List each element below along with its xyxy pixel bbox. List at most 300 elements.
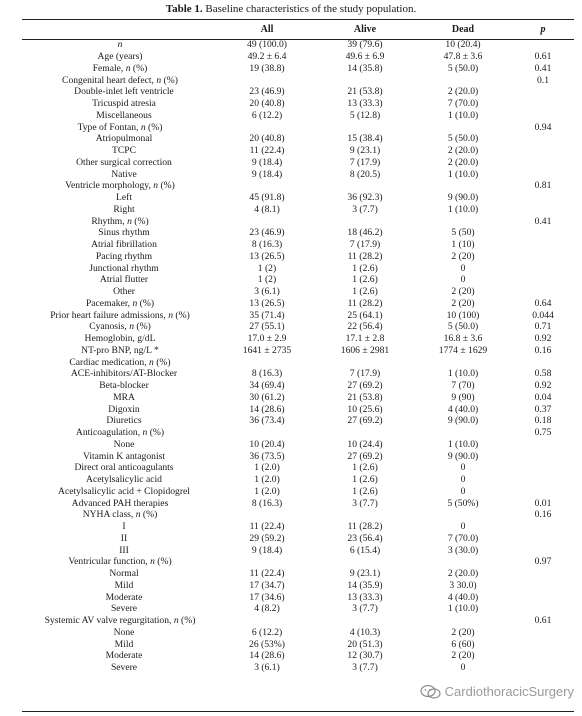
- row-label: Miscellaneous: [96, 109, 152, 121]
- row-label: Rhythm, n (%): [91, 215, 149, 227]
- cell-p-value: 0.01: [534, 497, 552, 509]
- cell-p-value: [512, 86, 574, 98]
- cell-all: 49.2 ± 6.4: [247, 51, 287, 63]
- cell-all: 26 (53%): [249, 638, 285, 650]
- cell-all: 1 (2): [257, 262, 277, 274]
- cell-p-value: 0.81: [534, 180, 552, 192]
- cell-p-value: 0.41: [534, 215, 552, 227]
- table-row: [22, 110, 574, 122]
- cell-alive: 17.1 ± 2.8: [345, 333, 385, 345]
- row-label: Left: [116, 192, 132, 204]
- cell-dead: 16.8 ± 3.6: [443, 333, 483, 345]
- cell-all: [218, 356, 316, 368]
- cell-alive: 1 (2.6): [352, 462, 378, 474]
- cell-p-value: [512, 98, 574, 110]
- cell-dead: 5 (50.0): [447, 62, 479, 74]
- cell-p-value: 0.58: [534, 368, 552, 380]
- cell-all: 1 (2): [257, 274, 277, 286]
- table-header-row: [22, 20, 574, 39]
- cell-alive: 1 (2.6): [352, 274, 378, 286]
- cell-dead: [414, 615, 512, 627]
- cell-all: [218, 215, 316, 227]
- table-row: [22, 63, 574, 75]
- cell-dead: 0: [460, 662, 466, 674]
- cell-alive: 1 (2.6): [352, 474, 378, 486]
- cell-all: 49 (100.0): [247, 39, 287, 51]
- cell-alive: 10 (24.4): [347, 438, 383, 450]
- row-label: Tricuspid atresia: [92, 98, 156, 110]
- table-row: [22, 168, 574, 180]
- table-row: [22, 427, 574, 439]
- table-row: [22, 180, 574, 192]
- cell-p-value: 0.16: [534, 509, 552, 521]
- cell-all: 6 (12.2): [251, 626, 283, 638]
- table-row: [22, 262, 574, 274]
- cell-p-value: 0.61: [534, 51, 552, 63]
- cell-p-value: [512, 286, 574, 298]
- cell-p-value: [512, 544, 574, 556]
- cell-p-value: [512, 638, 574, 650]
- table-row: [22, 533, 574, 545]
- cell-dead: 2 (20.0): [447, 156, 479, 168]
- row-label: Right: [113, 203, 135, 215]
- cell-dead: 1 (10.0): [447, 109, 479, 121]
- cell-all: 23 (46.9): [249, 86, 285, 98]
- row-label: Congenital heart defect, n (%): [62, 74, 178, 86]
- cell-all: 36 (73.4): [249, 415, 285, 427]
- cell-dead: 10 (100): [446, 309, 480, 321]
- cell-dead: 1 (10.0): [447, 368, 479, 380]
- table-caption: [0, 3, 582, 15]
- cell-all: 11 (22.4): [249, 145, 285, 157]
- cell-p-value: [512, 356, 574, 368]
- cell-dead: [414, 427, 512, 439]
- row-label: MRA: [113, 391, 135, 403]
- cell-all: 11 (22.4): [249, 521, 285, 533]
- table-row: [22, 274, 574, 286]
- row-label: I: [122, 521, 126, 533]
- cell-p-value: 0.04: [534, 391, 552, 403]
- cell-p-value: [512, 133, 574, 145]
- table-row: [22, 192, 574, 204]
- cell-p-value: 0.71: [534, 321, 552, 333]
- row-label: Vitamin K antagonist: [82, 450, 166, 462]
- row-label: Moderate: [105, 591, 143, 603]
- cell-alive: [316, 556, 414, 568]
- table-row: [22, 204, 574, 216]
- cell-dead: [414, 121, 512, 133]
- cell-p-value: [512, 591, 574, 603]
- table-row: [22, 497, 574, 509]
- table-row: [22, 39, 574, 51]
- cell-alive: 21 (53.8): [347, 86, 383, 98]
- row-label: Other: [113, 286, 135, 298]
- cell-dead: 1 (10): [451, 239, 475, 251]
- row-label: Advanced PAH therapies: [71, 497, 169, 509]
- cell-alive: [316, 215, 414, 227]
- cell-all: 9 (18.4): [251, 156, 283, 168]
- cell-alive: [316, 615, 414, 627]
- cell-p-value: 0.75: [534, 427, 552, 439]
- cell-dead: 9 (90.0): [447, 192, 479, 204]
- cell-all: 29 (59.2): [249, 532, 285, 544]
- row-label: Severe: [110, 662, 138, 674]
- cell-dead: 0: [460, 462, 466, 474]
- cell-all: 9 (18.4): [251, 168, 283, 180]
- cell-all: [218, 509, 316, 521]
- cell-p-value: [512, 168, 574, 180]
- cell-all: 10 (20.4): [249, 438, 285, 450]
- row-label: II: [120, 532, 128, 544]
- cell-p-value: 0.94: [534, 121, 552, 133]
- cell-p-value: [512, 239, 574, 251]
- cell-all: 17 (34.6): [249, 591, 285, 603]
- cell-all: 8 (16.3): [251, 368, 283, 380]
- table-row: [22, 603, 574, 615]
- cell-all: [218, 615, 316, 627]
- table-row: [22, 227, 574, 239]
- cell-p-value: [512, 192, 574, 204]
- cell-dead: [414, 180, 512, 192]
- table-row: [22, 157, 574, 169]
- row-label: Beta-blocker: [99, 380, 149, 392]
- table-row: [22, 333, 574, 345]
- cell-all: [218, 427, 316, 439]
- cell-all: 36 (73.5): [249, 450, 285, 462]
- row-label: Other surgical correction: [76, 156, 172, 168]
- cell-p-value: [512, 262, 574, 274]
- row-label: NT-pro BNP, ng/L *: [81, 344, 159, 356]
- cell-all: [218, 180, 316, 192]
- row-label: n: [117, 39, 123, 51]
- table-row: [22, 215, 574, 227]
- cell-dead: 0: [460, 262, 466, 274]
- table-row: [22, 345, 574, 357]
- table-caption-label: Table 1.: [165, 3, 203, 15]
- header-all: All: [260, 24, 274, 35]
- cell-p-value: [512, 39, 574, 51]
- table-caption-text: Baseline characteristics of the study population.: [202, 3, 417, 15]
- cell-alive: 27 (69.2): [347, 380, 383, 392]
- cell-alive: 9 (23.1): [349, 145, 381, 157]
- cell-alive: 21 (53.8): [347, 391, 383, 403]
- cell-alive: 3 (7.7): [352, 662, 378, 674]
- cell-alive: 36 (92.3): [347, 192, 383, 204]
- watermark-text: CardiothoracicSurgery: [444, 684, 574, 699]
- cell-alive: 3 (7.7): [352, 603, 378, 615]
- cell-p-value: 0.37: [534, 403, 552, 415]
- cell-alive: 14 (35.8): [347, 62, 383, 74]
- cell-all: 14 (28.6): [249, 650, 285, 662]
- cell-alive: 13 (33.3): [347, 98, 383, 110]
- table-row: [22, 638, 574, 650]
- table-row: [22, 580, 574, 592]
- cell-alive: [316, 356, 414, 368]
- row-label: NYHA class, n (%): [82, 509, 158, 521]
- table-row: [22, 650, 574, 662]
- cell-dead: 2 (20.0): [447, 568, 479, 580]
- cell-all: 20 (40.8): [249, 133, 285, 145]
- cell-all: 9 (18.4): [251, 544, 283, 556]
- cell-all: 8 (16.3): [251, 497, 283, 509]
- cell-alive: 7 (17.9): [349, 239, 381, 251]
- cell-all: 17 (34.7): [249, 579, 285, 591]
- wechat-logo-icon: [420, 685, 442, 699]
- cell-alive: 25 (64.1): [347, 309, 383, 321]
- row-label: Acetylsalicylic acid + Clopidogrel: [58, 485, 190, 497]
- table-row: [22, 74, 574, 86]
- table-row: [22, 356, 574, 368]
- cell-p-value: [512, 450, 574, 462]
- row-label: Native: [111, 168, 137, 180]
- cell-p-value: [512, 157, 574, 169]
- cell-dead: 1774 ± 1629: [438, 344, 488, 356]
- row-label: Cyanosis, n (%): [89, 321, 151, 333]
- row-label: Moderate: [105, 650, 143, 662]
- cell-dead: 4 (40.0): [447, 591, 479, 603]
- cell-alive: [316, 121, 414, 133]
- row-label: Direct oral anticoagulants: [74, 462, 174, 474]
- cell-dead: 0: [460, 474, 466, 486]
- cell-all: 17.0 ± 2.9: [247, 333, 287, 345]
- cell-alive: [316, 509, 414, 521]
- watermark: [420, 684, 574, 699]
- cell-all: 1 (2.0): [254, 474, 280, 486]
- cell-dead: [414, 215, 512, 227]
- cell-alive: 6 (15.4): [349, 544, 381, 556]
- cell-dead: 2 (20): [451, 250, 475, 262]
- row-label: Cardiac medication, n (%): [69, 356, 171, 368]
- cell-p-value: [512, 251, 574, 263]
- table-row: [22, 286, 574, 298]
- cell-p-value: [512, 227, 574, 239]
- table-row: [22, 380, 574, 392]
- table-row: [22, 627, 574, 639]
- cell-p-value: [512, 580, 574, 592]
- cell-dead: [414, 74, 512, 86]
- cell-alive: 3 (7.7): [352, 497, 378, 509]
- cell-p-value: [512, 603, 574, 615]
- cell-alive: 12 (30.7): [347, 650, 383, 662]
- table-row: [22, 450, 574, 462]
- cell-dead: 1 (10.0): [447, 168, 479, 180]
- cell-all: 45 (91.8): [249, 192, 285, 204]
- cell-all: 1 (2.0): [254, 485, 280, 497]
- cell-dead: 3 30.0): [449, 579, 477, 591]
- cell-p-value: 0.92: [534, 333, 552, 345]
- cell-alive: 23 (56.4): [347, 532, 383, 544]
- cell-alive: 27 (69.2): [347, 415, 383, 427]
- cell-p-value: 0.044: [532, 309, 554, 321]
- table-row: [22, 145, 574, 157]
- table-row: [22, 509, 574, 521]
- row-label: Type of Fontan, n (%): [77, 121, 163, 133]
- cell-alive: 1 (2.6): [352, 262, 378, 274]
- cell-alive: [316, 180, 414, 192]
- cell-alive: 20 (51.3): [347, 638, 383, 650]
- table-row: [22, 51, 574, 63]
- cell-alive: 7 (17.9): [349, 368, 381, 380]
- cell-all: 23 (46.9): [249, 227, 285, 239]
- cell-all: 3 (6.1): [254, 286, 280, 298]
- row-label: ACE-inhibitors/AT-Blocker: [70, 368, 178, 380]
- table-row: [22, 556, 574, 568]
- cell-alive: 49.6 ± 6.9: [345, 51, 385, 63]
- table-row: [22, 321, 574, 333]
- cell-alive: 1 (2.6): [352, 286, 378, 298]
- header-p-value: p: [540, 24, 546, 35]
- row-label: TCPC: [112, 145, 136, 157]
- cell-dead: [414, 556, 512, 568]
- row-label: None: [113, 438, 135, 450]
- cell-all: 8 (16.3): [251, 239, 283, 251]
- cell-dead: 5 (50%): [447, 497, 479, 509]
- row-label: Ventricular function, n (%): [68, 556, 172, 568]
- cell-dead: 5 (50): [451, 227, 475, 239]
- cell-dead: 7 (70.0): [447, 532, 479, 544]
- cell-p-value: [512, 662, 574, 674]
- cell-dead: [414, 356, 512, 368]
- table-row: [22, 133, 574, 145]
- cell-p-value: [512, 568, 574, 580]
- cell-all: [218, 121, 316, 133]
- cell-all: 4 (8.1): [254, 203, 280, 215]
- table-row: [22, 662, 574, 674]
- cell-p-value: 0.61: [534, 615, 552, 627]
- cell-dead: 6 (60): [451, 638, 475, 650]
- table-row: [22, 309, 574, 321]
- cell-dead: 2 (20): [451, 286, 475, 298]
- cell-p-value: [512, 204, 574, 216]
- row-label: Pacemaker, n (%): [85, 297, 155, 309]
- baseline-table: [22, 20, 574, 674]
- row-label: Anticoagulation, n (%): [75, 427, 165, 439]
- cell-dead: 2 (20): [451, 626, 475, 638]
- cell-dead: 2 (20.0): [447, 145, 479, 157]
- row-label: Digoxin: [108, 403, 140, 415]
- cell-dead: 2 (20): [451, 650, 475, 662]
- cell-p-value: [512, 533, 574, 545]
- cell-dead: 9 (90): [451, 391, 475, 403]
- cell-alive: 4 (10.3): [349, 626, 381, 638]
- header-variable: [22, 20, 218, 39]
- cell-p-value: 0.41: [534, 62, 552, 74]
- row-label: Atriopulmonal: [95, 133, 153, 145]
- cell-p-value: 0.16: [534, 344, 552, 356]
- row-label: Atrial flutter: [99, 274, 149, 286]
- table-row: [22, 474, 574, 486]
- row-label: Normal: [109, 568, 139, 580]
- cell-all: 6 (12.2): [251, 109, 283, 121]
- table-row: [22, 486, 574, 498]
- cell-all: 1 (2.0): [254, 462, 280, 474]
- row-label: Age (years): [97, 51, 143, 63]
- cell-dead: 3 (30.0): [447, 544, 479, 556]
- row-label: Ventricle morphology, n (%): [65, 180, 175, 192]
- cell-dead: 5 (50.0): [447, 133, 479, 145]
- cell-alive: 9 (23.1): [349, 568, 381, 580]
- cell-p-value: 0.97: [534, 556, 552, 568]
- row-label: Severe: [110, 603, 138, 615]
- cell-dead: 0: [460, 521, 466, 533]
- table-row: [22, 615, 574, 627]
- cell-all: [218, 74, 316, 86]
- cell-alive: 11 (28.2): [347, 297, 383, 309]
- cell-p-value: [512, 462, 574, 474]
- row-label: Systemic AV valve regurgitation, n (%): [44, 615, 196, 627]
- cell-p-value: [512, 650, 574, 662]
- cell-p-value: [512, 439, 574, 451]
- cell-alive: 14 (35.9): [347, 579, 383, 591]
- cell-all: [218, 556, 316, 568]
- table-row: [22, 239, 574, 251]
- row-label: Sinus rhythm: [98, 227, 150, 239]
- cell-p-value: [512, 627, 574, 639]
- table-row: [22, 251, 574, 263]
- cell-dead: 47.8 ± 3.6: [443, 51, 483, 63]
- table-row: [22, 521, 574, 533]
- cell-p-value: [512, 110, 574, 122]
- row-label: Acetylsalicylic acid: [86, 474, 162, 486]
- cell-alive: 10 (25.6): [347, 403, 383, 415]
- row-label: Prior heart failure admissions, n (%): [50, 309, 190, 321]
- cell-alive: 11 (28.2): [347, 521, 383, 533]
- cell-alive: 15 (38.4): [347, 133, 383, 145]
- cell-all: 13 (26.5): [249, 297, 285, 309]
- row-label: III: [119, 544, 129, 556]
- cell-p-value: [512, 486, 574, 498]
- row-label: Mild: [114, 638, 134, 650]
- row-label: Double-inlet left ventricle: [74, 86, 174, 98]
- cell-alive: [316, 427, 414, 439]
- row-label: Hemoglobin, g/dL: [84, 333, 156, 345]
- cell-alive: 18 (46.2): [347, 227, 383, 239]
- table-row: [22, 568, 574, 580]
- cell-p-value: [512, 145, 574, 157]
- cell-all: 27 (55.1): [249, 321, 285, 333]
- row-label: None: [113, 626, 135, 638]
- table-row: [22, 98, 574, 110]
- row-label: Pacing rhythm: [95, 250, 153, 262]
- cell-alive: 1606 ± 2981: [340, 344, 390, 356]
- cell-all: 13 (26.5): [249, 250, 285, 262]
- cell-dead: 9 (90.0): [447, 450, 479, 462]
- cell-dead: 0: [460, 274, 466, 286]
- header-dead: Dead: [451, 24, 475, 35]
- cell-p-value: [512, 274, 574, 286]
- cell-all: 34 (69.4): [249, 380, 285, 392]
- header-alive: Alive: [353, 24, 377, 35]
- cell-dead: 5 (50.0): [447, 321, 479, 333]
- row-label: Mild: [114, 579, 134, 591]
- cell-dead: 10 (20.4): [445, 39, 481, 51]
- cell-p-value: 0.1: [537, 74, 549, 86]
- cell-alive: 22 (56.4): [347, 321, 383, 333]
- cell-alive: 1 (2.6): [352, 485, 378, 497]
- cell-all: 11 (22.4): [249, 568, 285, 580]
- cell-p-value: 0.64: [534, 297, 552, 309]
- cell-all: 4 (8.2): [254, 603, 280, 615]
- cell-all: 1641 ± 2735: [242, 344, 292, 356]
- cell-alive: 39 (79.6): [347, 39, 383, 51]
- cell-dead: 4 (40.0): [447, 403, 479, 415]
- cell-alive: 8 (20.5): [349, 168, 381, 180]
- row-label: Junctional rhythm: [89, 262, 159, 274]
- cell-alive: [316, 74, 414, 86]
- table-row: [22, 121, 574, 133]
- cell-dead: 2 (20): [451, 297, 475, 309]
- cell-dead: 1 (10.0): [447, 203, 479, 215]
